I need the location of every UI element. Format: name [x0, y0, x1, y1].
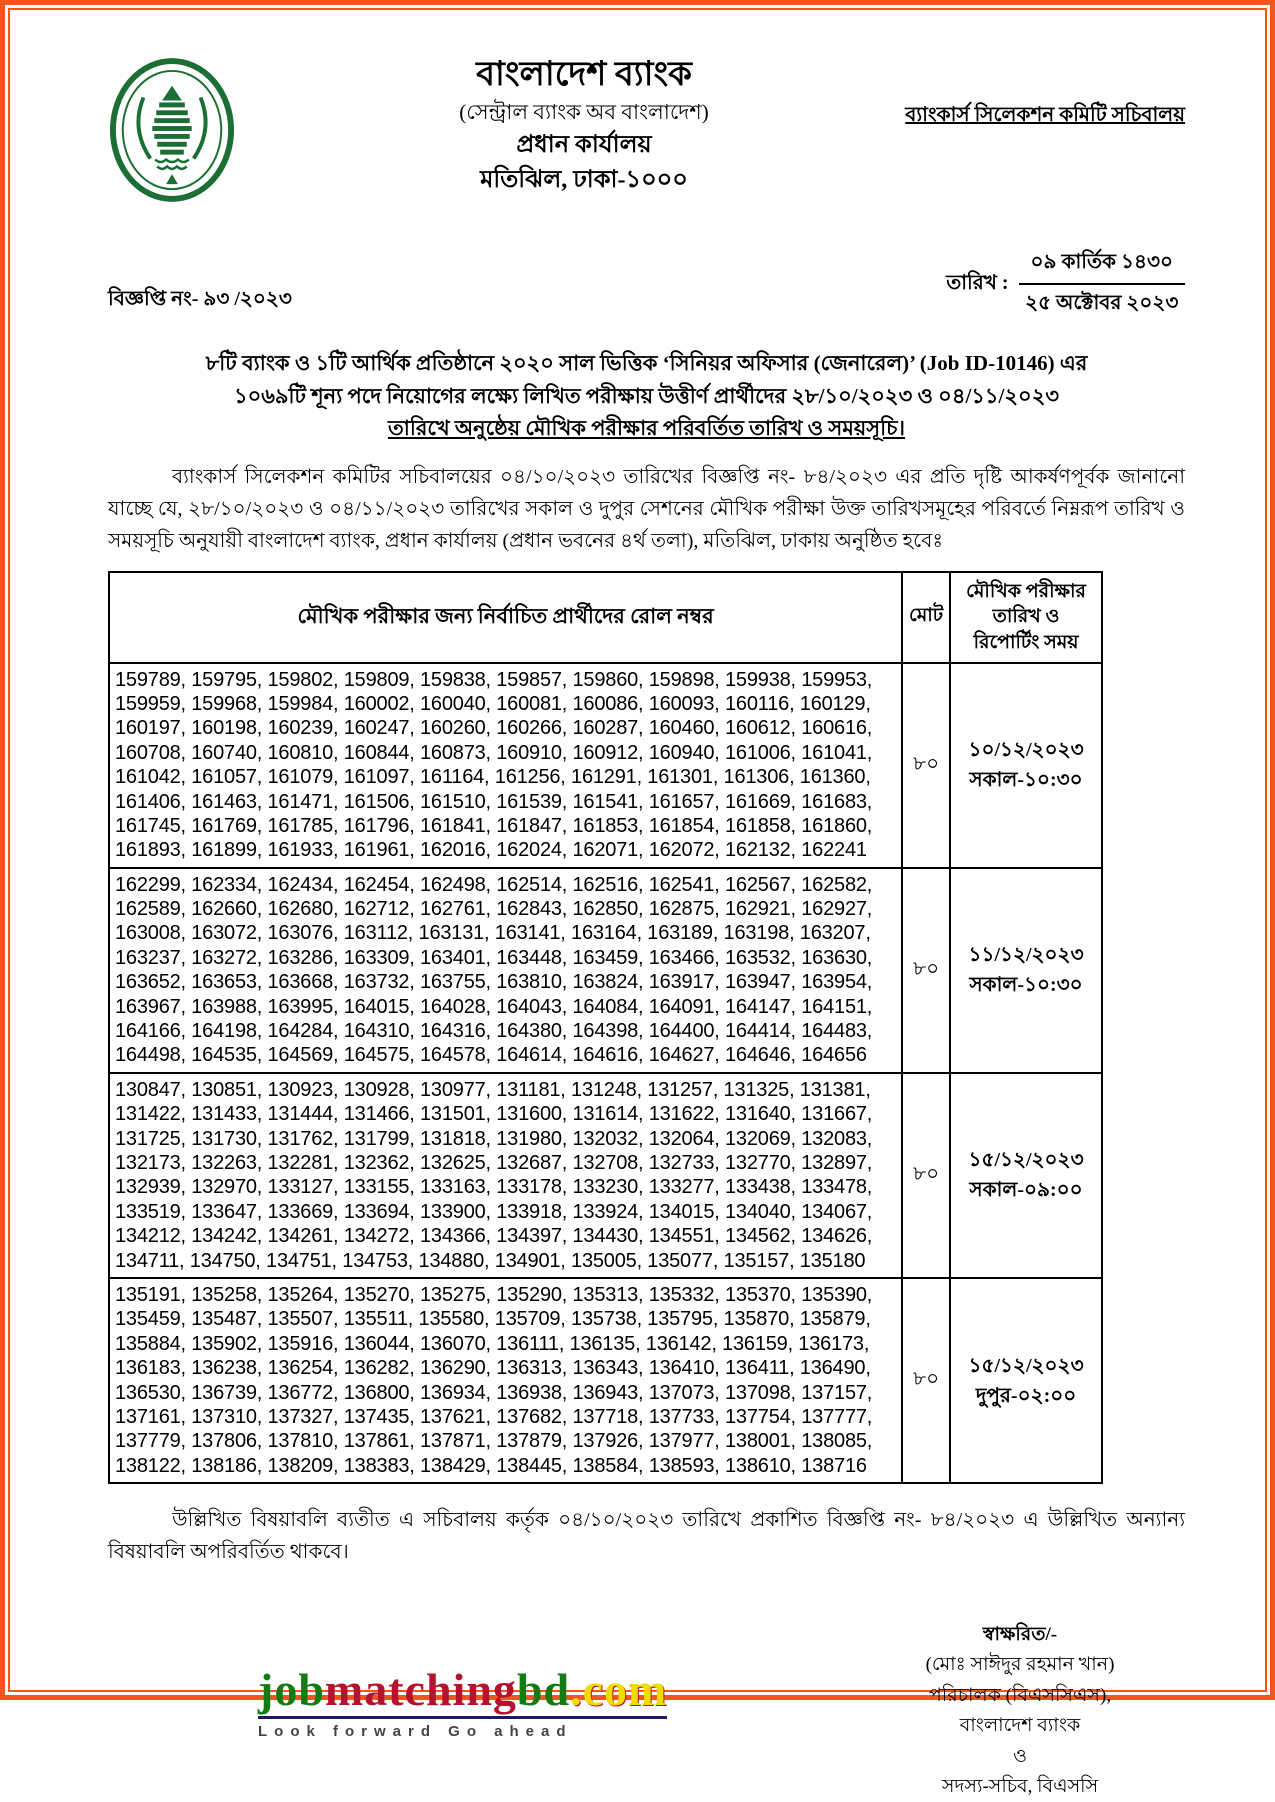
roll-numbers-cell: 130847, 130851, 130923, 130928, 130977, 131181, 131248, 131257, 131325, 131381, 131422, 131433, 131444, 131466, 131501, 131600, 131614, 131622, 131640, 131667, 131725, 131730, 131762, 131799, 131818, 131980, 132032, 132064, 132069, 132083, 132173, 132263, 132281, 132362, 132625, 132687, 132708, 132733, 132770, 132897, 132939, 132970, 133127, 133155, 133163, 133178, 133230, 133277, 133438, 133478, 133519, 133647, 133669, 133694, 133900, 133918, 133924, 134015, 134040, 134067, 134212, 134242, 134261, 134272, 134366, 134397, 134430, 134551, 134562, 134626, 134711, 134750, 134751, 134753, 134880, 134901, 135005, 135077, 135157, 135180	[109, 1073, 902, 1278]
date-bangla: ০৯ কার্তিক ১৪৩০	[1019, 247, 1185, 285]
col-header-schedule: মৌখিক পরীক্ষার তারিখ ও রিপোর্টিং সময়	[950, 572, 1102, 663]
document-header	[108, 48, 1185, 209]
watermark-bd: bd	[516, 1664, 571, 1716]
committee-name: ব্যাংকার্স সিলেকশন কমিটি সচিবালয়	[905, 104, 1185, 126]
viva-schedule-table	[108, 571, 1103, 1484]
meta-row	[108, 247, 1185, 321]
col-header-rolls: মৌখিক পরীক্ষার জন্য নির্বাচিত প্রার্থীদের রোল নম্বর	[109, 572, 902, 663]
title-line-2: ১০৬৯টি শূন্য পদে নিয়োগের লক্ষ্যে লিখিত পরীক্ষায় উত্তীর্ণ প্রার্থীদের ২৮/১০/২০২৩ ও ০৪/১১/২০২৩	[233, 383, 1060, 408]
date-gregorian: ২৫ অক্টোবর ২০২৩	[1025, 292, 1179, 314]
date-label: তারিখ :	[946, 271, 1009, 294]
exam-date: ১১/১২/২০২৩	[968, 944, 1084, 967]
total-cell: ৮০	[902, 1073, 950, 1278]
watermark-com: .com	[570, 1664, 668, 1716]
roll-numbers-cell: 159789, 159795, 159802, 159809, 159838, 159857, 159860, 159898, 159938, 159953, 159959, 159968, 159984, 160002, 160040, 160081, 160086, 160093, 160116, 160129, 160197, 160198, 160239, 160247, 160260, 160266, 160287, 160460, 160612, 160616, 160708, 160740, 160810, 160844, 160873, 160910, 160912, 160940, 161006, 161041, 161042, 161057, 161079, 161097, 161164, 161256, 161291, 161301, 161306, 161360, 161406, 161463, 161471, 161506, 161510, 161539, 161541, 161657, 161669, 161683, 161745, 161769, 161785, 161796, 161841, 161847, 161853, 161854, 161858, 161860, 161893, 161899, 161933, 161961, 162016, 162024, 162071, 162072, 162132, 162241	[109, 663, 902, 868]
org-name: বাংলাদেশ ব্যাংক	[476, 56, 692, 93]
org-subtitle: (সেন্ট্রাল ব্যাংক অব বাংলাদেশ)	[459, 99, 709, 124]
schedule-cell	[950, 868, 1102, 1073]
schedule-cell	[950, 1073, 1102, 1278]
watermark-job: job	[258, 1664, 325, 1716]
notice-title	[108, 347, 1185, 445]
signature-block	[855, 1620, 1185, 1802]
title-line-1: ৮টি ব্যাংক ও ১টি আর্থিক প্রতিষ্ঠানে ২০২০ সাল ভিত্তিক ‘সিনিয়র অফিসার (জেনারেল)’ (Job ID-10146) এর	[205, 351, 1088, 375]
document-body	[8, 8, 1267, 1798]
date-block	[946, 247, 1185, 321]
table-row	[109, 1278, 1102, 1483]
org-office: প্রধান কার্যালয়	[516, 132, 652, 158]
signed-label: স্বাক্ষরিত/-	[982, 1624, 1058, 1646]
bank-seal-icon	[108, 56, 236, 204]
total-cell: ৮০	[902, 663, 950, 868]
signer-designation: পরিচালক (বিএসসিএস),	[928, 1684, 1112, 1706]
schedule-cell	[950, 663, 1102, 868]
header-org-block	[283, 48, 885, 198]
signer-role2: সদস্য-সচিব, বিএসসি	[941, 1776, 1099, 1798]
org-address: মতিঝিল, ঢাকা-১০০০	[480, 166, 688, 193]
report-time: সকাল-০৯:০০	[969, 1179, 1083, 1202]
intro-paragraph: ব্যাংকার্স সিলেকশন কমিটির সচিবালয়ের ০৪/১০/২০২৩ তারিখের বিজ্ঞপ্তি নং- ৮৪/২০২৩ এর প্রতি দৃষ্টি আকর্ষণপূর্বক জানানো যাচ্ছে যে, ২৮/১০/২০২৩ ও ০৪/১১/২০২৩ তারিখের সকাল ও দুপুর সেশনের মৌখিক পরীক্ষা উক্ত তারিখসমূহের পরিবর্তে নিম্নরূপ তারিখ ও সময়সূচি অনুযায়ী বাংলাদেশ ব্যাংক, প্রধান কার্যালয় (প্রধান ভবনের ৪র্থ তলা), মতিঝিল, ঢাকায় অনুষ্ঠিত হবেঃ	[108, 465, 1185, 552]
report-time: সকাল-১০:৩০	[969, 769, 1083, 792]
table-row	[109, 663, 1102, 868]
total-cell: ৮০	[902, 868, 950, 1073]
title-line-3: তারিখে অনুষ্ঠেয় মৌখিক পরীক্ষার পরিবর্তিত তারিখ ও সময়সূচি।	[387, 416, 906, 441]
notice-number: বিজ্ঞপ্তি নং- ৯৩ /২০২৩	[108, 288, 292, 310]
date-values	[1019, 247, 1185, 321]
exam-date: ১০/১২/২০২৩	[968, 739, 1084, 762]
watermark-tagline: Look forward Go ahead	[258, 1723, 573, 1741]
exam-date: ১৫/১২/২০২৩	[968, 1149, 1084, 1172]
watermark-matching: matching	[324, 1664, 517, 1716]
signer-and: ও	[1013, 1745, 1027, 1767]
roll-numbers-cell: 135191, 135258, 135264, 135270, 135275, 135290, 135313, 135332, 135370, 135390, 135459, 135487, 135507, 135511, 135580, 135709, 135738, 135795, 135870, 135879, 135884, 135902, 135916, 136044, 136070, 136111, 136135, 136142, 136159, 136173, 136183, 136238, 136254, 136282, 136290, 136313, 136343, 136410, 136411, 136490, 136530, 136739, 136772, 136800, 136934, 136938, 136943, 137073, 137098, 137157, 137161, 137310, 137327, 137435, 137621, 137682, 137718, 137733, 137754, 137777, 137779, 137806, 137810, 137861, 137871, 137879, 137926, 137977, 138001, 138085, 138122, 138186, 138209, 138383, 138429, 138445, 138584, 138593, 138610, 138716	[109, 1278, 902, 1483]
table-header-row	[109, 572, 1102, 663]
signer-org: বাংলাদেশ ব্যাংক	[959, 1715, 1081, 1737]
bottom-row	[108, 1620, 1185, 1802]
exam-date: ১৫/১২/২০২৩	[968, 1354, 1084, 1377]
report-time: দুপুর-০২:০০	[975, 1384, 1077, 1407]
table-row	[109, 868, 1102, 1073]
col-header-total: মোট	[902, 572, 950, 663]
table-row	[109, 1073, 1102, 1278]
closing-paragraph: উল্লিখিত বিষয়াবলি ব্যতীত এ সচিবালয় কর্তৃক ০৪/১০/২০২৩ তারিখে প্রকাশিত বিজ্ঞপ্তি নং- ৮৪/২০২৩ এ উল্লিখিত অন্যান্য বিষয়াবলি অপরিবর্তিত থাকবে।	[108, 1509, 1185, 1564]
jobmatchingbd-watermark	[108, 1620, 855, 1802]
signer-name: (মোঃ সাঈদুর রহমান খান)	[925, 1654, 1115, 1676]
schedule-cell	[950, 1278, 1102, 1483]
watermark-logo-text	[258, 1666, 667, 1719]
report-time: সকাল-১০:৩০	[969, 974, 1083, 997]
roll-numbers-cell: 162299, 162334, 162434, 162454, 162498, 162514, 162516, 162541, 162567, 162582, 162589, 162660, 162680, 162712, 162761, 162843, 162850, 162875, 162921, 162927, 163008, 163072, 163076, 163112, 163131, 163141, 163164, 163189, 163198, 163207, 163237, 163272, 163286, 163309, 163401, 163448, 163459, 163466, 163532, 163630, 163652, 163653, 163668, 163732, 163755, 163810, 163824, 163917, 163947, 163954, 163967, 163988, 163995, 164015, 164028, 164043, 164084, 164091, 164147, 164151, 164166, 164198, 164284, 164310, 164316, 164380, 164398, 164400, 164414, 164483, 164498, 164535, 164569, 164575, 164578, 164614, 164616, 164627, 164646, 164656	[109, 868, 902, 1073]
total-cell: ৮০	[902, 1278, 950, 1483]
header-committee-block	[885, 48, 1185, 133]
bangladesh-bank-seal	[108, 48, 283, 209]
